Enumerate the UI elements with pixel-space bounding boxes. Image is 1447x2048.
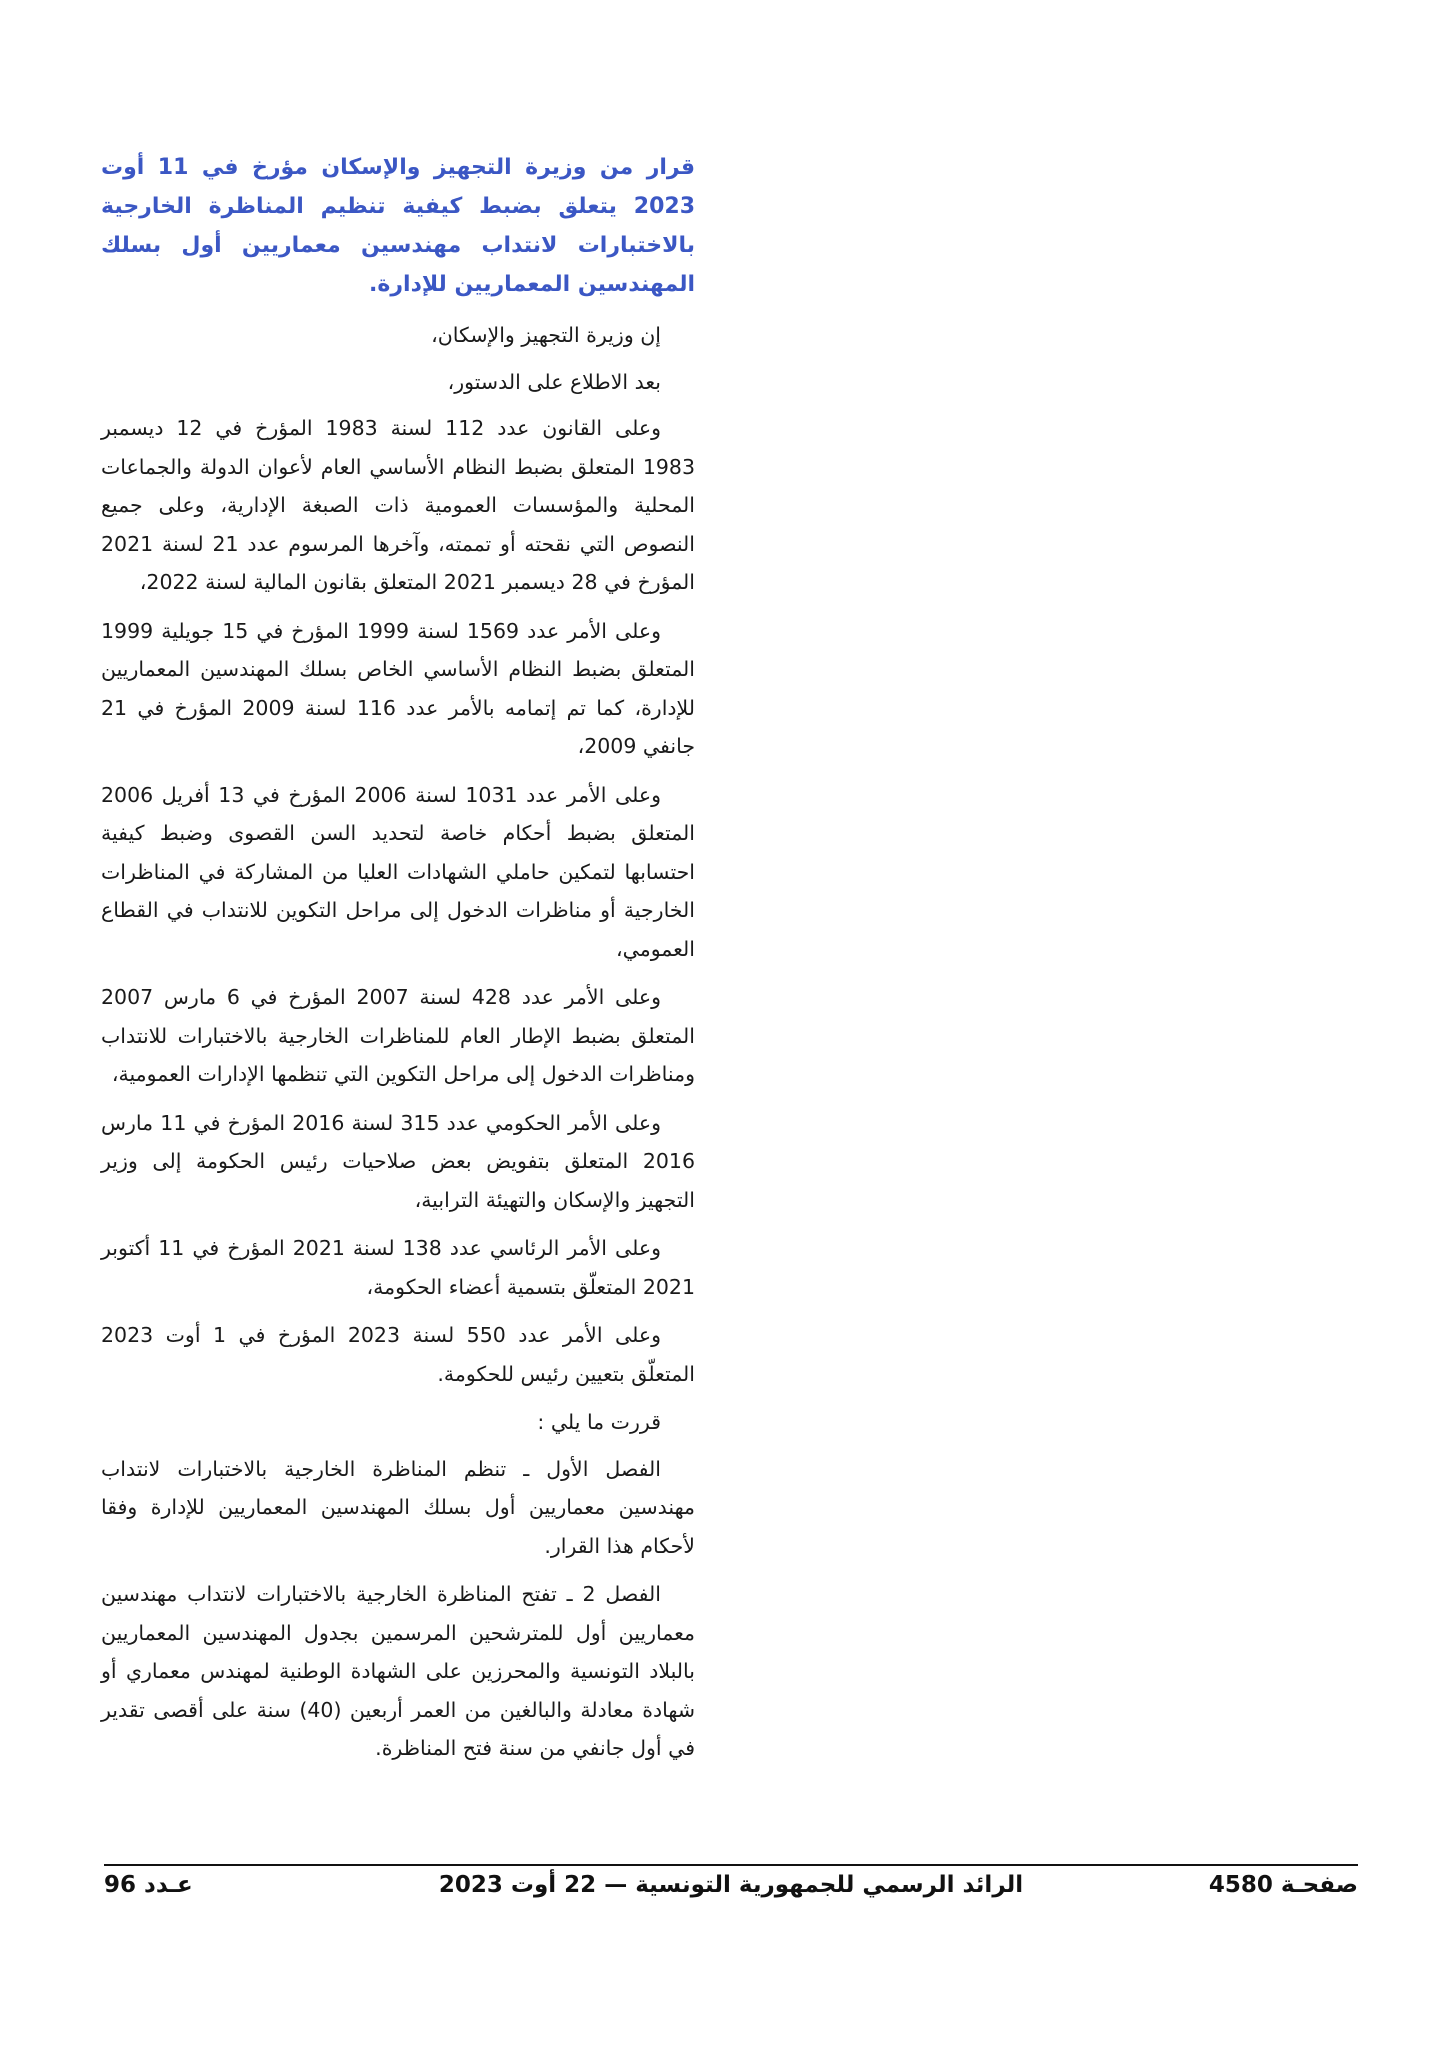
decree-paragraph: وعلى القانون عدد 112 لسنة 1983 المؤرخ في 12 ديسمبر 1983 المتعلق بضبط النظام الأساسي العام لأعوان الدولة والجماعات المحلية والمؤسسات العمومية ذات الصبغة الإدارية، وعلى جميع النصوص التي نقحته أو تممته، وآخرها المرسوم عدد 21 لسنة 2021 المؤرخ في 28 ديسمبر 2021 المتعلق بقانون المالية لسنة 2022،: [101, 416, 695, 594]
decree-paragraph: إن وزيرة التجهيز والإسكان،: [431, 323, 661, 347]
decree-paragraph: وعلى الأمر عدد 1031 لسنة 2006 المؤرخ في 13 أفريل 2006 المتعلق بضبط أحكام خاصة لتحديد السن القصوى وضبط كيفية احتسابها لتمكين حاملي الشهادات العليا من المشاركة في المناظرات الخارجية أو مناظرات الدخول إلى مراحل التكوين للانتداب في القطاع العمومي،: [101, 782, 695, 961]
page-footer: [104, 1872, 1358, 1912]
footer-issue-number: عـدد 96: [104, 1872, 193, 1898]
footer-page-number: صفحـة 4580: [1208, 1872, 1358, 1898]
decree-paragraph: وعلى الأمر الرئاسي عدد 138 لسنة 2021 المؤرخ في 11 أكتوبر 2021 المتعلّق بتسمية أعضاء الحكومة،: [101, 1236, 695, 1299]
decree-paragraph: وعلى الأمر عدد 1569 لسنة 1999 المؤرخ في 15 جويلية 1999 المتعلق بضبط النظام الأساسي الخاص بسلك المهندسين المعماريين للإدارة، كما تم إتمامه بالأمر عدد 116 لسنة 2009 المؤرخ في 21 جانفي 2009،: [101, 618, 696, 758]
decree-paragraph: وعلى الأمر الحكومي عدد 315 لسنة 2016 المؤرخ في 11 مارس 2016 المتعلق بتفويض بعض صلاحيات رئيس الحكومة إلى وزير التجهيز والإسكان والتهيئة الترابية،: [101, 1110, 695, 1212]
decree-article: الفصل الأول ـ تنظم المناظرة الخارجية بالاختبارات لانتداب مهندسين معماريين أول بسلك المهندسين المعماريين للإدارة وفقا لأحكام هذا القرار.: [101, 1456, 695, 1558]
decree-paragraph: وعلى الأمر عدد 428 لسنة 2007 المؤرخ في 6 مارس 2007 المتعلق بضبط الإطار العام للمناظرات الخارجية بالاختبارات للانتداب ومناظرات الدخول إلى مراحل التكوين التي تنظمها الإدارات العمومية،: [101, 985, 695, 1086]
decree-title: قرار من وزيرة التجهيز والإسكان مؤرخ في 11 أوت 2023 يتعلق بضبط كيفية تنظيم المناظرة الخارجية بالاختبارات لانتداب مهندسين معماريين أول بسلك المهندسين المعماريين للإدارة.: [101, 155, 696, 297]
footer-gazette-title: الرائد الرسمي للجمهورية التونسية — 22 أوت 2023: [438, 1872, 1024, 1898]
decree-article: الفصل 2 ـ تفتح المناظرة الخارجية بالاختبارات لانتداب مهندسين معماريين أول للمترشحين المرسمين بجدول المهندسين المعماريين بالبلاد التونسية والمحرزين على الشهادة الوطنية لمهندس معماري أو شهادة معادلة والبالغين من العمر أربعين (40) سنة على أقصى تقدير في أول جانفي من سنة فتح المناظرة.: [101, 1582, 695, 1760]
decree-paragraph: بعد الاطلاع على الدستور،: [447, 369, 661, 394]
footer-divider: [104, 1864, 1358, 1866]
decree-column: [101, 148, 695, 1778]
decree-paragraph: قررت ما يلي :: [537, 1410, 661, 1434]
decree-paragraph: وعلى الأمر عدد 550 لسنة 2023 المؤرخ في 1 أوت 2023 المتعلّق بتعيين رئيس للحكومة.: [101, 1323, 695, 1386]
